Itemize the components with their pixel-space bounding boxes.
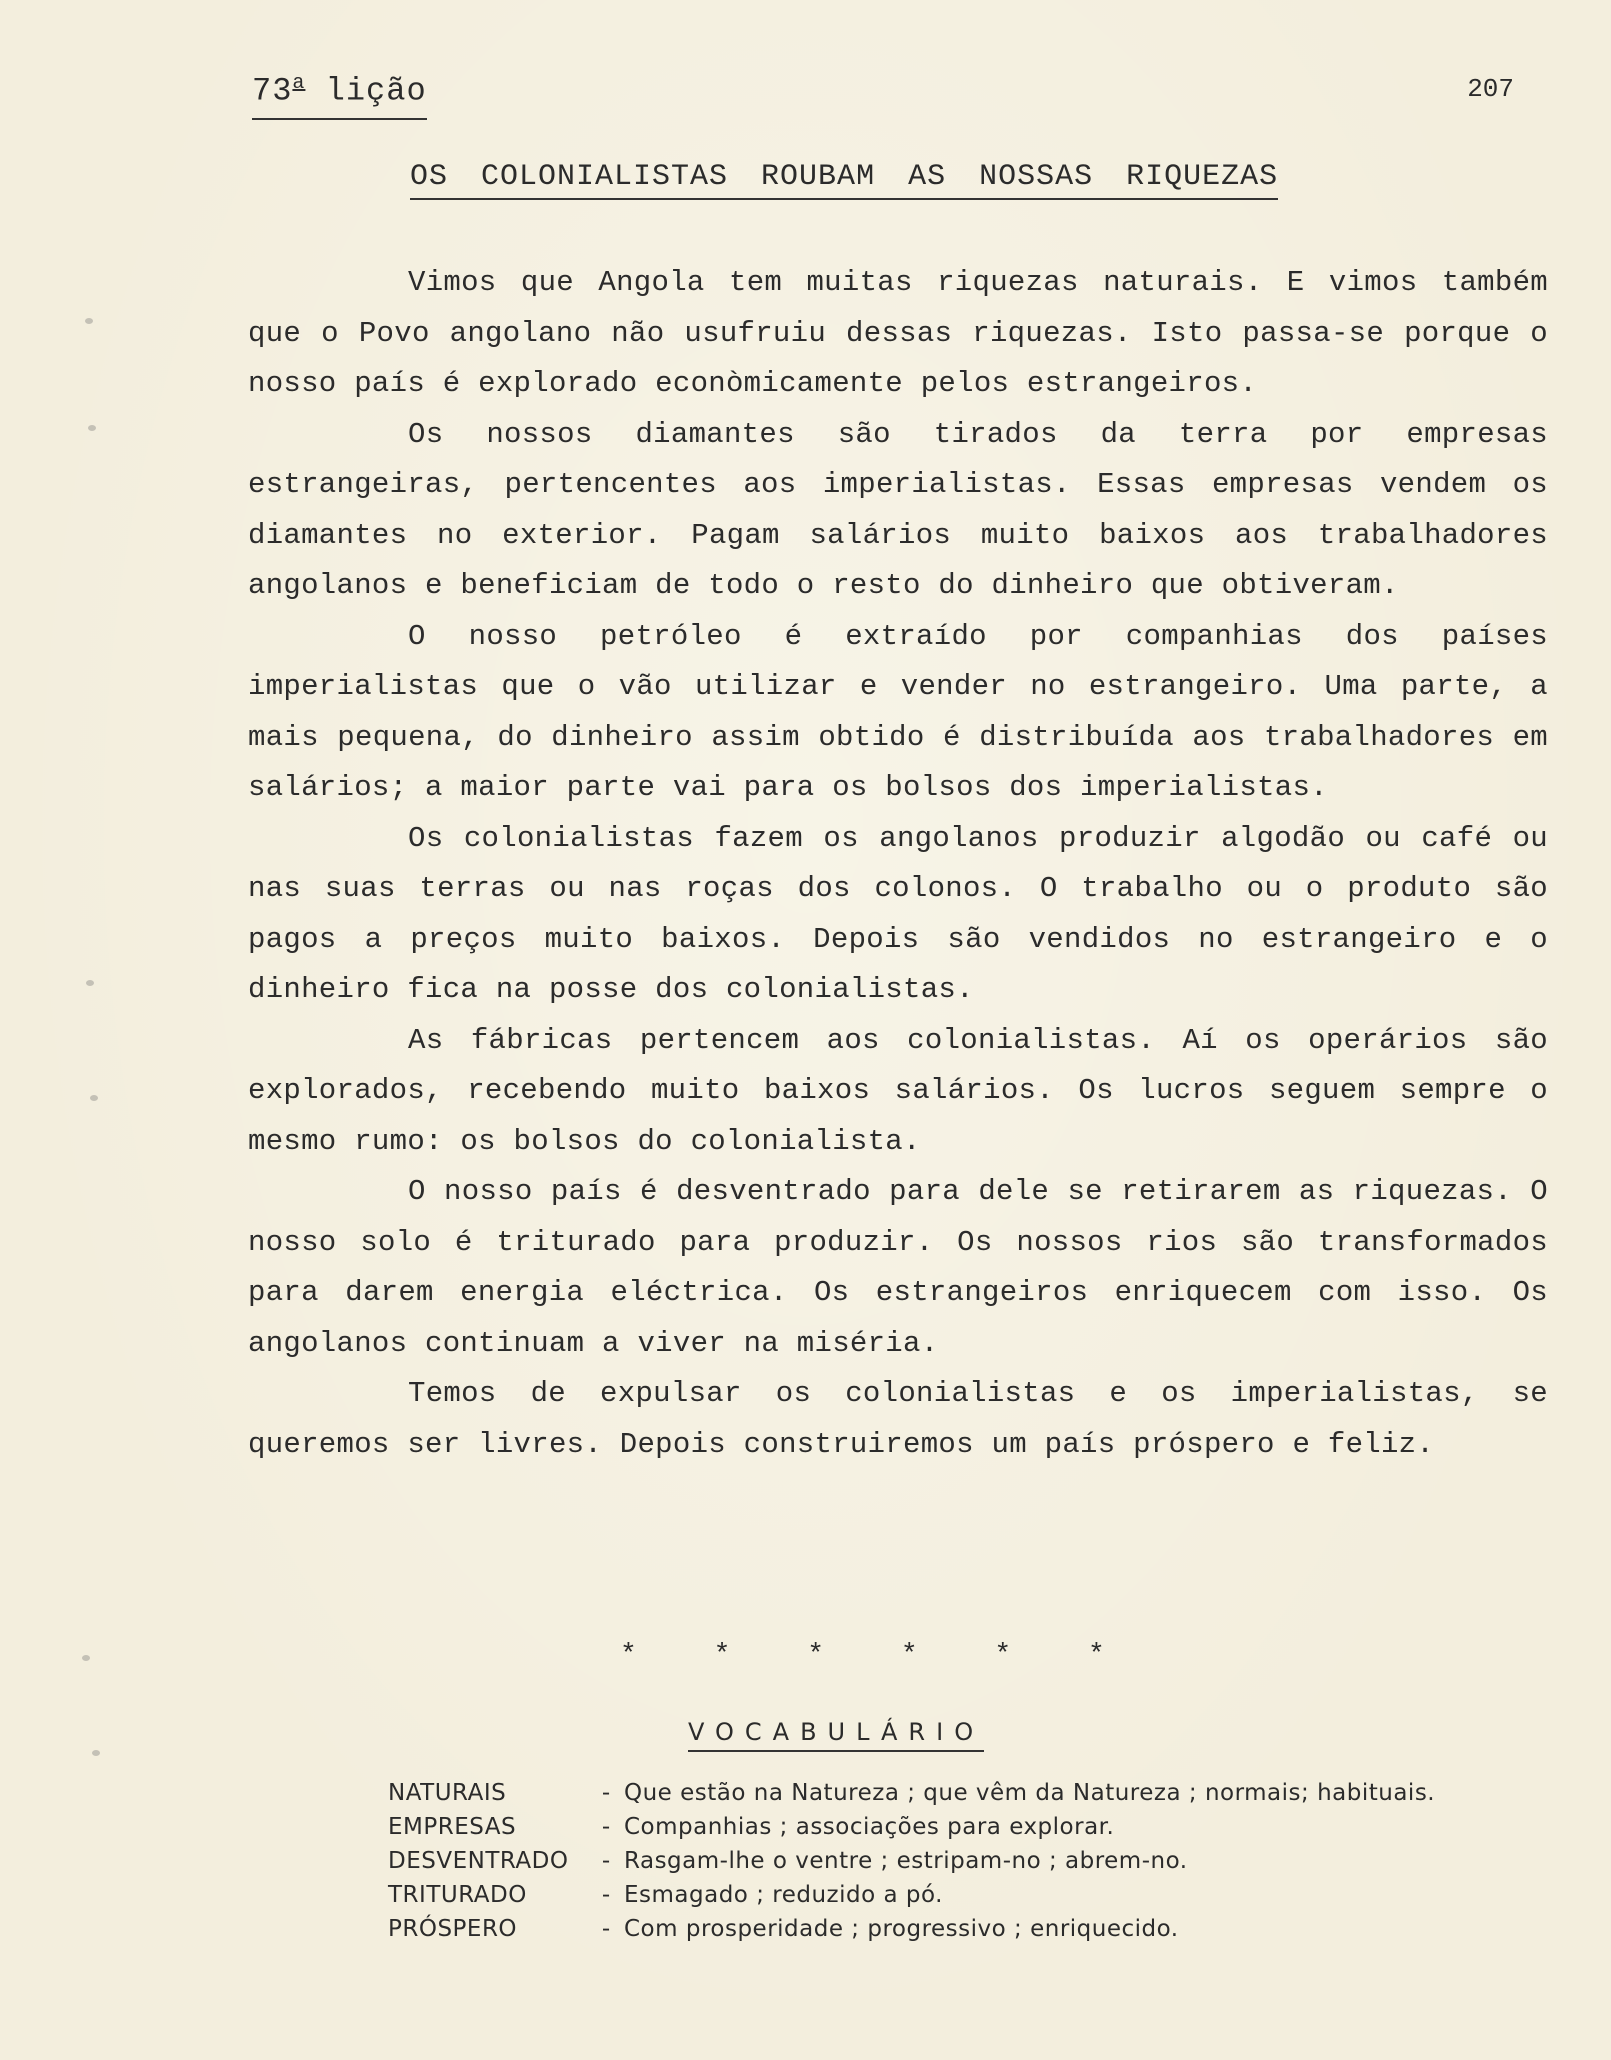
vocabulary-definition: Que estão na Natureza ; que vêm da Natureza ; normais; habituais. [624,1780,1436,1806]
vocabulary-entry [388,1810,1538,1844]
lesson-number: 73 [252,72,293,110]
paragraph-5: As fábricas pertencem aos colonialistas. Aí os operários são explorados, recebendo muito baixos salários. Os lucros seguem sempre o mesmo rumo: os bolsos do colonialista. [248,1023,1548,1158]
margin-speck [86,980,94,986]
vocabulary-entry [388,1912,1538,1946]
body-text [248,258,1548,1470]
paragraph-3: O nosso petróleo é extraído por companhias dos países imperialistas que o vão utilizar e vender no estrangeiro. Uma parte, a mais pequena, do dinheiro assim obtido é distribuída aos trabalhadores em salários; a maior parte vai para os bolsos dos imperialistas. [248,619,1548,804]
margin-speck [90,1095,98,1101]
vocabulary-term: PRÓSPERO [388,1916,518,1942]
vocabulary-term: DESVENTRADO [388,1848,569,1874]
vocabulary-definition: Esmagado ; reduzido a pó. [624,1882,943,1908]
margin-speck [88,425,96,431]
vocabulary-entry [388,1878,1538,1912]
vocabulary-dash: - [601,1882,611,1908]
page-header [252,72,1514,132]
paragraph-1: Vimos que Angola tem muitas riquezas naturais. E vimos também que o Povo angolano não usufruiu dessas riquezas. Isto passa-se porque o nosso país é explorado econòmicamente pelos estrangeiros. [248,266,1548,400]
vocabulary-dash: - [601,1916,611,1942]
vocabulary-dash: - [601,1848,611,1874]
lesson-heading [252,72,427,120]
vocabulary-dash: - [601,1780,611,1806]
vocabulary-term: TRITURADO [388,1882,527,1908]
margin-speck [82,1655,90,1661]
page-number: 207 [1467,74,1514,104]
vocabulary-list [388,1776,1538,1946]
vocabulary-entry [388,1844,1538,1878]
vocabulary-dash: - [601,1814,611,1840]
paragraph-7: Temos de expulsar os colonialistas e os imperialistas, se queremos ser livres. Depois construiremos um país próspero e feliz. [248,1377,1548,1461]
vocabulary-entry [388,1776,1538,1810]
page-title: OS COLONIALISTAS ROUBAM AS NOSSAS RIQUEZAS [410,160,1278,200]
paragraph-2: Os nossos diamantes são tirados da terra por empresas estrangeiras, pertencentes aos imperialistas. Essas empresas vendem os diamantes no exterior. Pagam salários muito baixos aos trabalhadores angolanos e beneficiam de todo o resto do dinheiro que obtiveram. [248,417,1548,602]
lesson-superscript: a [292,72,306,95]
paragraph-4: Os colonialistas fazem os angolanos produzir algodão ou café ou nas suas terras ou nas roças dos colonos. O trabalho ou o produto são pagos a preços muito baixos. Depois são vendidos no estrangeiro e o dinheiro fica na posse dos colonialistas. [248,821,1548,1006]
vocabulary-heading: VOCABULÁRIO [688,1718,984,1752]
margin-speck [92,1750,100,1756]
vocabulary-term: EMPRESAS [388,1814,517,1840]
lesson-word: lição [325,72,427,110]
margin-speck [85,318,93,324]
section-separator: * * * * * * [620,1640,1105,1671]
vocabulary-definition: Com prosperidade ; progressivo ; enriquecido. [624,1916,1179,1942]
paragraph-6: O nosso país é desventrado para dele se retirarem as riquezas. O nosso solo é triturado para produzir. Os nossos rios são transformados para darem energia eléctrica. Os estrangeiros enriquecem com isso. Os angolanos continuam a viver na miséria. [248,1175,1548,1360]
vocabulary-definition: Rasgam-lhe o ventre ; estripam-no ; abrem-no. [624,1848,1188,1874]
vocabulary-term: NATURAIS [388,1780,507,1806]
vocabulary-definition: Companhias ; associações para explorar. [624,1814,1115,1840]
